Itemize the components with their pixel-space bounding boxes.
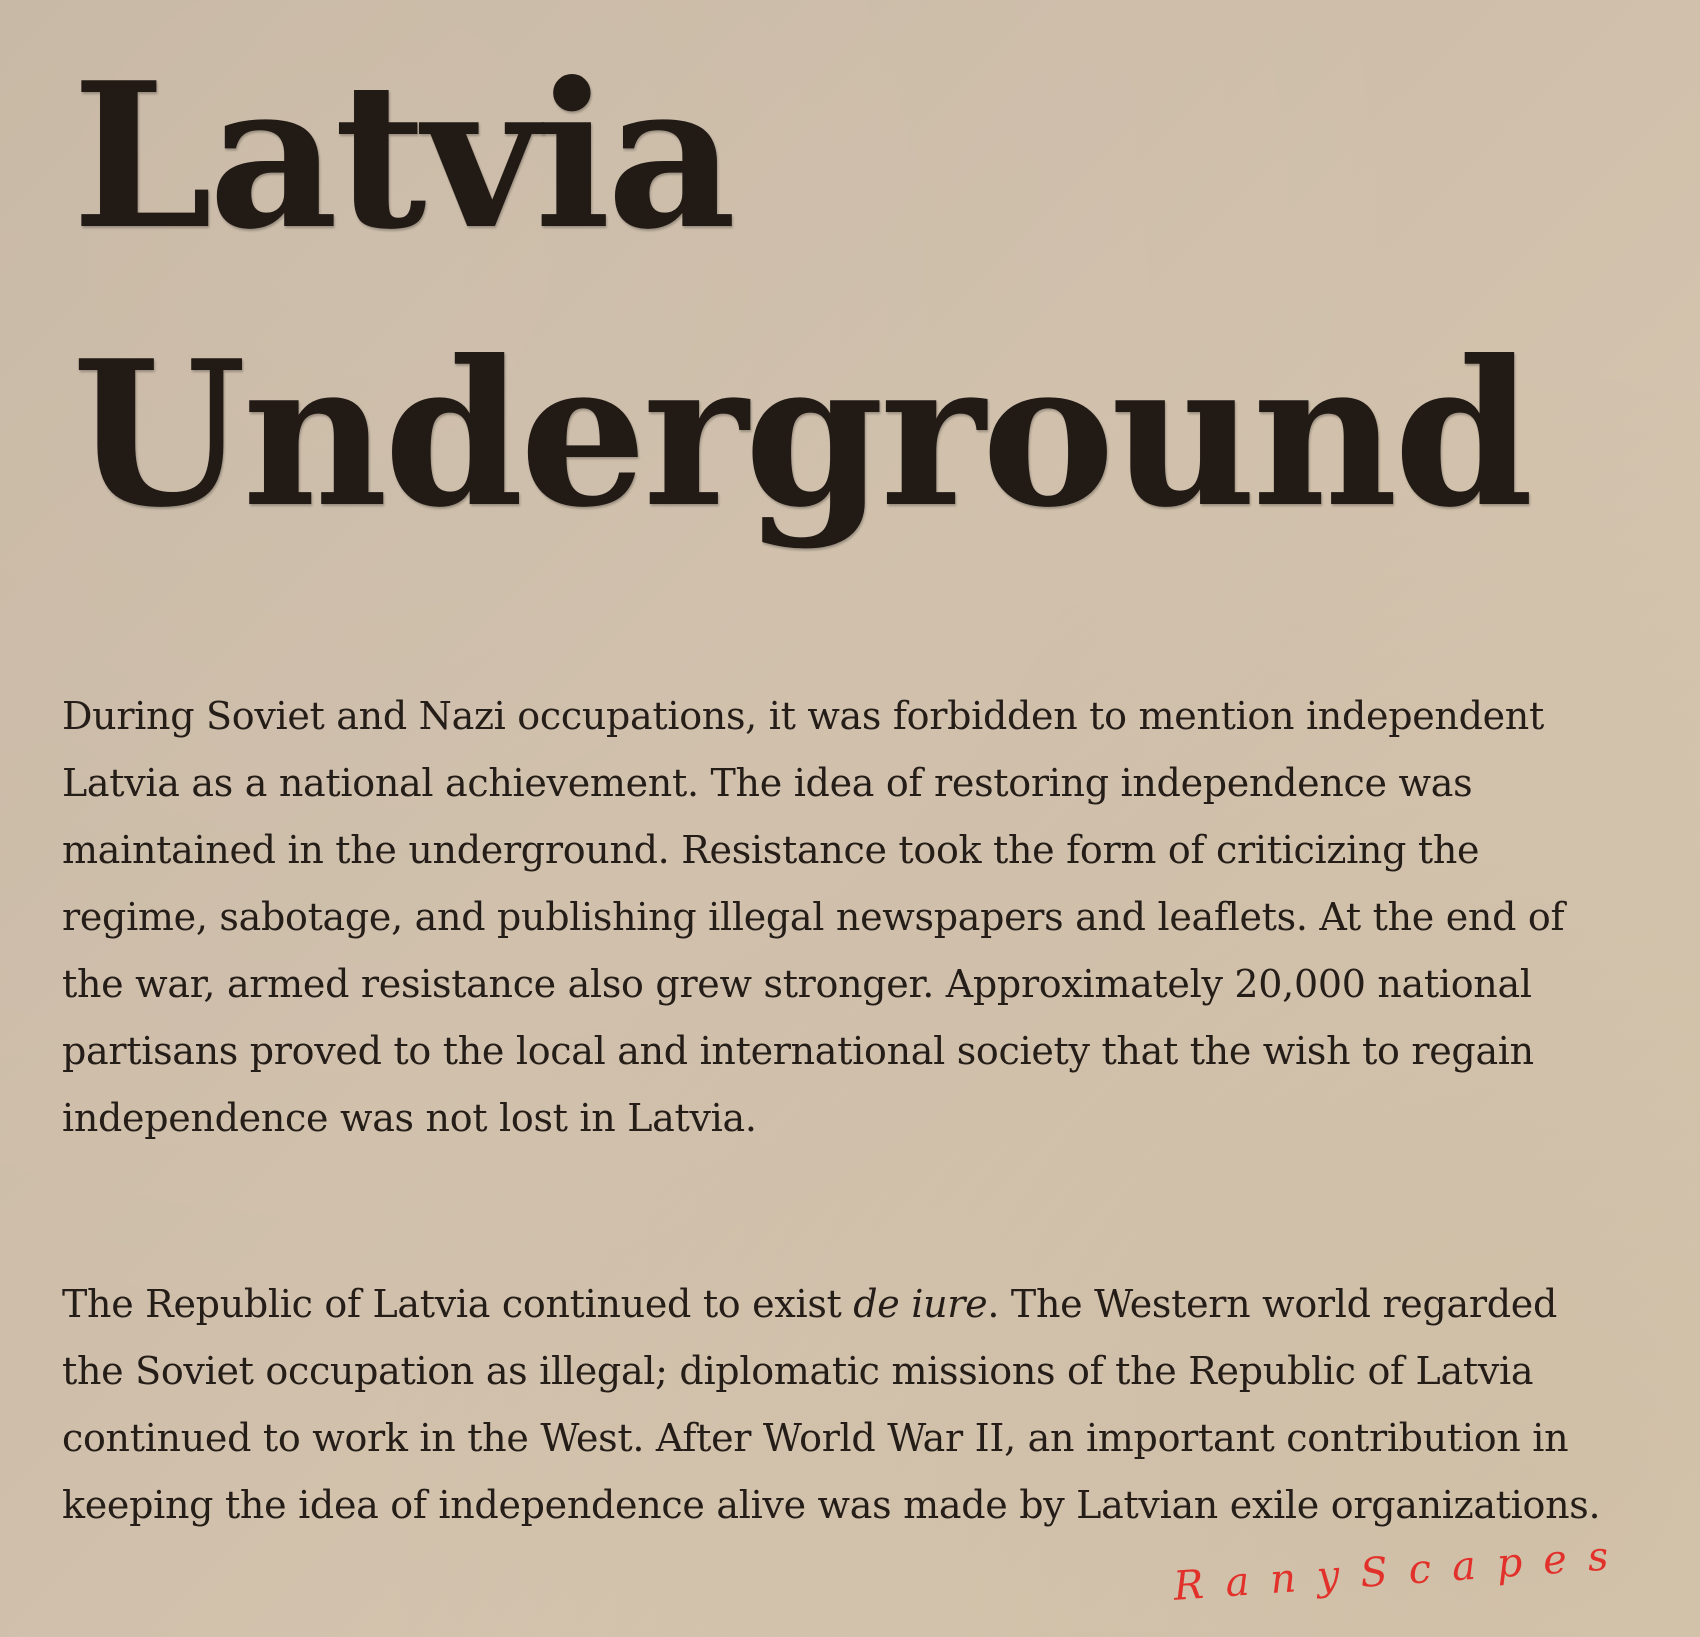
paragraph-2 — [62, 1271, 1622, 1539]
paragraph-2-end: . The Western world regarded the Soviet occupation as illegal; diplomatic missions of the Republic of Latvia continued to work in the West. After World War II, an important contribution in keeping the idea of independence alive was made by Latvian exile organizations. — [62, 1282, 1601, 1527]
paragraph-2-start: The Republic of Latvia continued to exist — [62, 1282, 854, 1326]
paragraph-2-italic: de iure — [853, 1282, 988, 1326]
title-line-2: Underground — [72, 317, 1530, 552]
title-line-1: Latvia — [72, 39, 733, 274]
photographer-watermark: RanyScapes — [1172, 1532, 1632, 1610]
paragraph-1: During Soviet and Nazi occupations, it was forbidden to mention independent Latvia as a national achievement. The idea of restoring independence was maintained in the underground. Resistance took the form of criticizing the regime, sabotage, and publishing illegal newspapers and leaflets. At the end of the war, armed resistance also grew stronger. Approximately 20,000 national partisans proved to the local and international society that the wish to regain independence was not lost in Latvia. — [62, 694, 1565, 1140]
sign-title — [72, 18, 1530, 574]
